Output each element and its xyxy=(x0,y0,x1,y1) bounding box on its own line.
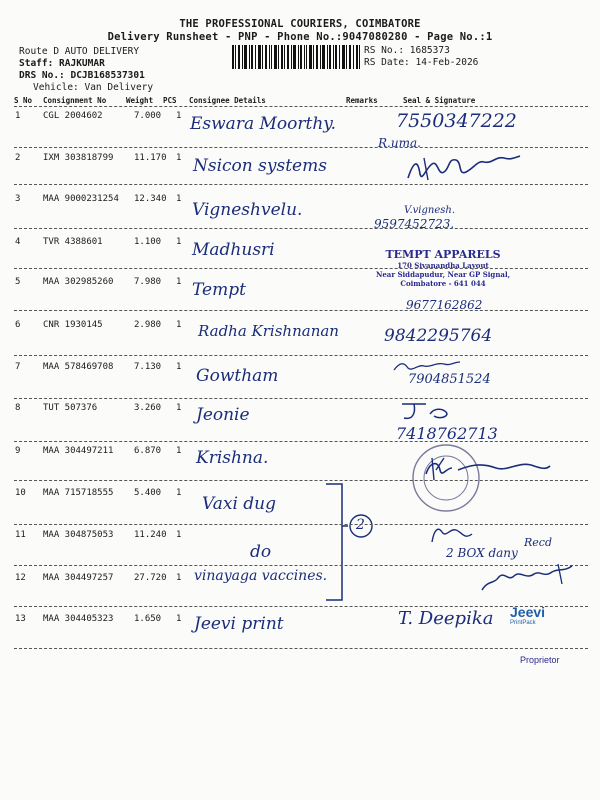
stamp-line3: Coimbatore - 641 044 xyxy=(400,279,486,288)
row-3-pcs: 1 xyxy=(176,194,182,204)
header-rule xyxy=(14,106,588,107)
row-13-consignment: MAA 304405323 xyxy=(43,614,114,624)
stamp-line2: Near Siddapudur, Near GP Signal, xyxy=(375,270,511,279)
row-2-consignment: IXM 303818799 xyxy=(43,153,114,163)
row-7-sig-phone: 7904851524 xyxy=(408,372,491,387)
proprietor-label: Proprietor xyxy=(520,655,560,665)
row-3-sig-phone: 9597452723. xyxy=(374,217,455,231)
row-8-sig-phone: 7418762713 xyxy=(396,424,498,443)
row-5-consignee: Tempt xyxy=(192,280,246,300)
row-rule xyxy=(14,147,588,148)
row-10-consignment: MAA 715718555 xyxy=(43,488,114,498)
row-13-weight: 1.650 xyxy=(134,614,162,624)
row-4-consignee: Madhusri xyxy=(192,240,275,260)
row-12-pcs: 1 xyxy=(176,573,182,583)
row-3-consignee: Vigneshvelu. xyxy=(192,200,303,220)
row-rule xyxy=(14,355,588,356)
col-consignment: Consignment No xyxy=(43,96,107,105)
row-12-weight: 27.720 xyxy=(134,573,167,583)
row-11-weight: 11.240 xyxy=(134,530,167,540)
staff-label: Staff: RAJKUMAR xyxy=(19,58,105,69)
col-remarks: Remarks xyxy=(346,96,378,105)
row-8-sno: 8 xyxy=(15,403,21,413)
row-12-consignment: MAA 304497257 xyxy=(43,573,114,583)
row-1-sig-name: R.uma. xyxy=(378,136,421,150)
row-rule xyxy=(14,524,588,525)
row-5-consignment: MAA 302985260 xyxy=(43,277,114,287)
row-7-pcs: 1 xyxy=(176,362,182,372)
jeevi-logo xyxy=(510,604,545,626)
row-10-weight: 5.400 xyxy=(134,488,162,498)
row-3-sig-name: V.vignesh. xyxy=(404,205,456,216)
row-3-consignment: MAA 9000231254 xyxy=(43,194,119,204)
row-11-sig-note: 2 BOX dany xyxy=(446,546,518,560)
row-7-consignee: Gowtham xyxy=(196,366,279,386)
row-13-sno: 13 xyxy=(15,614,26,624)
row-6-sig-phone: 9842295764 xyxy=(384,326,493,346)
row-7-signature xyxy=(392,358,462,374)
rs-number: RS No.: 1685373 xyxy=(364,45,450,56)
col-seal: Seal & Signature xyxy=(403,96,476,105)
row-1-sig-phone: 7550347222 xyxy=(396,110,517,132)
row-13-consignee: Jeevi print xyxy=(194,614,284,634)
row-7-consignment: MAA 578469708 xyxy=(43,362,114,372)
row-6-sno: 6 xyxy=(15,320,21,330)
stamp-name: TEMPT APPARELS xyxy=(385,248,501,261)
row-12-signature xyxy=(478,560,578,596)
row-10-sno: 10 xyxy=(15,488,26,498)
row-9-seal xyxy=(410,440,570,516)
row-5-sig-phone: 9677162862 xyxy=(406,298,483,312)
runsheet-subtitle: Delivery Runsheet - PNP - Phone No.:9047080280 - Page No.:1 xyxy=(107,31,493,43)
row-rule xyxy=(14,606,588,607)
row-4-pcs: 1 xyxy=(176,237,182,247)
row-10-pcs: 1 xyxy=(176,488,182,498)
row-3-sno: 3 xyxy=(15,194,21,204)
row-2-weight: 11.170 xyxy=(134,153,167,163)
row-10-consignee: Vaxi dug xyxy=(202,494,276,514)
row-11-consignment: MAA 304875053 xyxy=(43,530,114,540)
row-rule xyxy=(14,228,588,229)
row-2-consignee: Nsicon systems xyxy=(193,156,327,176)
row-1-weight: 7.000 xyxy=(134,111,162,121)
row-9-sno: 9 xyxy=(15,446,21,456)
row-12-sno: 12 xyxy=(15,573,26,583)
row-rule xyxy=(14,184,588,185)
row-8-weight: 3.260 xyxy=(134,403,162,413)
row-9-consignee: Krishna. xyxy=(196,448,269,468)
row-2-signature xyxy=(404,150,524,186)
row-9-pcs: 1 xyxy=(176,446,182,456)
jeevi-logo-sub: PrintPack xyxy=(510,620,536,626)
row-rule xyxy=(14,310,588,311)
row-7-weight: 7.130 xyxy=(134,362,162,372)
row-2-sno: 2 xyxy=(15,153,21,163)
row-11-sno: 11 xyxy=(15,530,26,540)
row-5-weight: 7.980 xyxy=(134,277,162,287)
row-11-sig-recd: Recd xyxy=(524,536,552,549)
row-1-pcs: 1 xyxy=(176,111,182,121)
row-1-sno: 1 xyxy=(15,111,21,121)
col-sno: S No xyxy=(14,96,33,105)
company-title: THE PROFESSIONAL COURIERS, COIMBATORE xyxy=(179,18,421,30)
row-8-signature xyxy=(396,400,456,422)
vehicle-label: Vehicle: Van Delivery xyxy=(33,82,154,93)
rs-date: RS Date: 14-Feb-2026 xyxy=(364,57,479,68)
row-5-sno: 5 xyxy=(15,277,21,287)
row-1-consignee: Eswara Moorthy. xyxy=(190,114,337,134)
jeevi-logo-name: Jeevi xyxy=(510,604,546,620)
row-11-pcs: 1 xyxy=(176,530,182,540)
col-pcs: PCS xyxy=(163,96,177,105)
group-count: 2 xyxy=(356,517,365,533)
col-consignee: Consignee Details xyxy=(189,96,266,105)
row-rule xyxy=(14,648,588,649)
col-weight: Weight xyxy=(126,96,154,105)
row-6-consignee: Radha Krishnanan xyxy=(198,322,339,340)
row-rule xyxy=(14,398,588,399)
row-8-pcs: 1 xyxy=(176,403,182,413)
row-12-consignee: vinayaga vaccines. xyxy=(194,568,328,584)
row-7-sno: 7 xyxy=(15,362,21,372)
route-label: Route D AUTO DELIVERY xyxy=(19,46,140,57)
row-13-pcs: 1 xyxy=(176,614,182,624)
row-6-pcs: 1 xyxy=(176,320,182,330)
row-6-consignment: CNR 1930145 xyxy=(43,320,103,330)
row-5-pcs: 1 xyxy=(176,277,182,287)
drs-number: DRS No.: DCJB168537301 xyxy=(19,70,145,81)
row-3-weight: 12.340 xyxy=(134,194,167,204)
row-4-weight: 1.100 xyxy=(134,237,162,247)
row-6-weight: 2.980 xyxy=(134,320,162,330)
row-1-consignment: CGL 2004602 xyxy=(43,111,103,121)
row-11-signature xyxy=(428,520,478,546)
row-8-consignment: TUT 507376 xyxy=(43,403,98,413)
row-11-consignee: do xyxy=(250,542,272,562)
company-stamp xyxy=(368,248,518,288)
stamp-line1: 170 Sivanandha Layout xyxy=(397,261,489,270)
barcode xyxy=(232,45,360,69)
row-2-pcs: 1 xyxy=(176,153,182,163)
row-8-consignee: Jeonie xyxy=(196,405,250,425)
row-13-sig-name: T. Deepika xyxy=(398,608,494,629)
row-4-consignment: TVR 4388601 xyxy=(43,237,103,247)
row-9-consignment: MAA 304497211 xyxy=(43,446,114,456)
row-4-sno: 4 xyxy=(15,237,21,247)
row-9-weight: 6.870 xyxy=(134,446,162,456)
row-rule xyxy=(14,480,588,481)
